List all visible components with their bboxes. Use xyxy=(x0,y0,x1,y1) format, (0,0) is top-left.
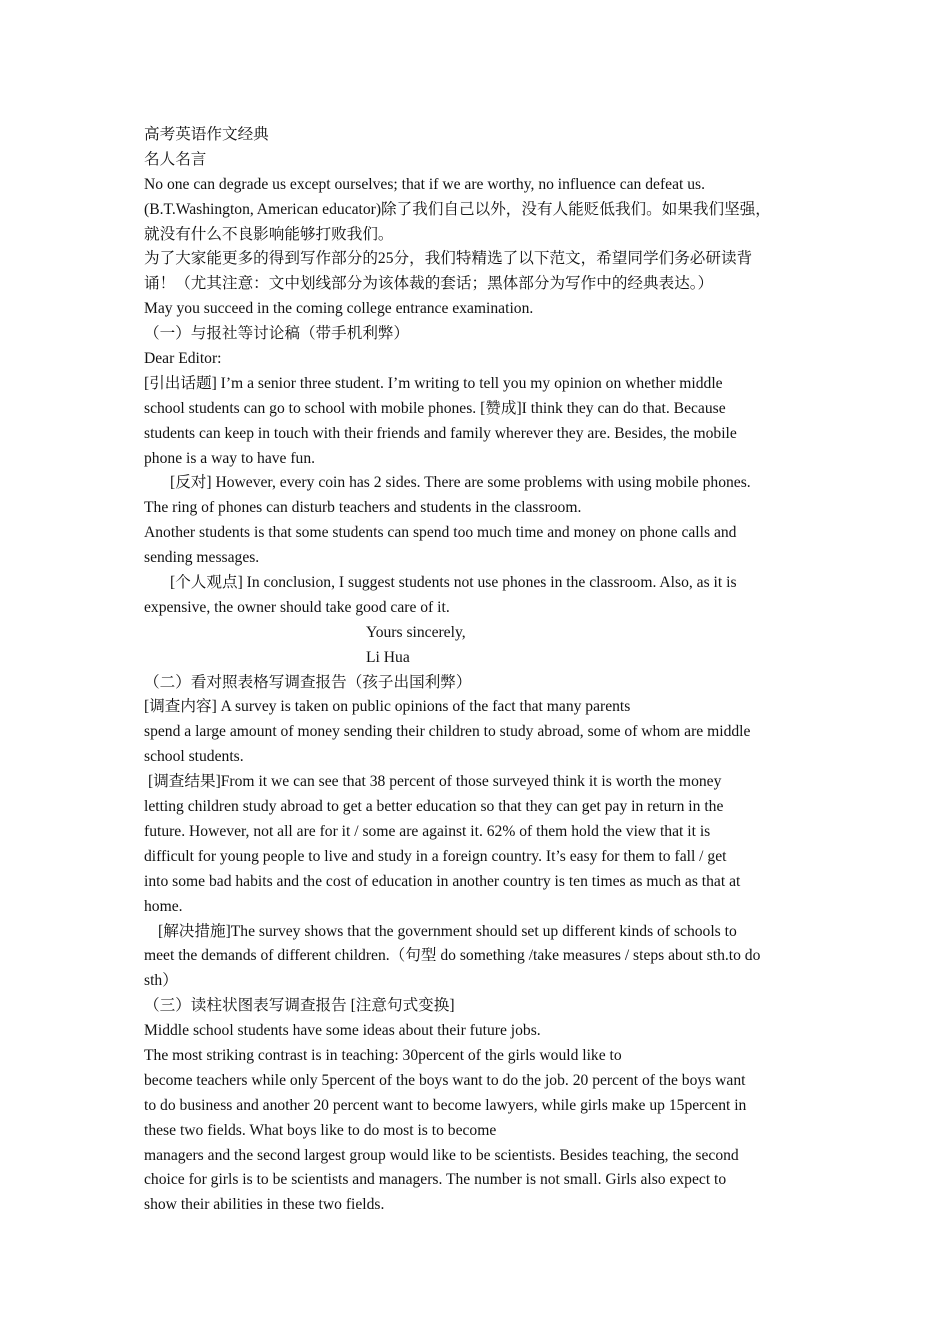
text-line: [调查结果]From it we can see that 38 percent of those surveyed think it is worth the money xyxy=(148,773,722,791)
text-line: spend a large amount of money sending their children to study abroad, some of whom are middle xyxy=(144,723,751,741)
text-line: [反对] However, every coin has 2 sides. There are some problems with using mobile phones. xyxy=(170,474,751,492)
text-line: show their abilities in these two fields. xyxy=(144,1196,385,1214)
letter-signature: Li Hua xyxy=(366,648,410,666)
text-line: into some bad habits and the cost of education in another country is ten times as much as that at xyxy=(144,872,741,890)
text-line: [个人观点] In conclusion, I suggest students not use phones in the classroom. Also, as it is xyxy=(170,574,737,592)
text-line: [引出话题] I’m a senior three student. I’m writing to tell you my opinion on whether middle xyxy=(144,374,723,392)
text-line: (B.T.Washington, American educator)除了我们自己以外，没有人能贬低我们。如果我们坚强， xyxy=(144,200,771,218)
text-line: choice for girls is to be scientists and managers. The number is not small. Girls also expect to xyxy=(144,1171,727,1189)
text-line: Another students is that some students can spend too much time and money on phone calls and xyxy=(144,524,737,542)
text-line: [解决措施]The survey shows that the government should set up different kinds of schools to xyxy=(158,922,737,940)
text-line: expensive, the owner should take good care of it. xyxy=(144,598,450,616)
text-line: to do business and another 20 percent want to become lawyers, while girls make up 15percent in xyxy=(144,1096,747,1114)
text-line: sth） xyxy=(144,972,178,990)
section-heading-1: （一）与报社等讨论稿（带手机利弊） xyxy=(144,325,410,343)
section-heading-quotes: 名人名言 xyxy=(144,150,207,168)
text-line: meet the demands of different children.（句型 do something /take measures / steps about sth.to do xyxy=(144,947,761,965)
text-line: these two fields. What boys like to do most is to become xyxy=(144,1121,497,1139)
text-line: May you succeed in the coming college entrance examination. xyxy=(144,300,534,318)
text-line: sending messages. xyxy=(144,549,260,567)
section-heading-3: （三）读柱状图表写调查报告 [注意句式变换] xyxy=(144,997,455,1015)
text-line: managers and the second largest group would like to be scientists. Besides teaching, the second xyxy=(144,1146,739,1164)
text-line: difficult for young people to live and study in a foreign country. It’s easy for them to fall / get xyxy=(144,847,727,865)
text-line: 诵！（尤其注意：文中划线部分为该体裁的套话；黑体部分为写作中的经典表达。） xyxy=(144,275,714,293)
text-line: become teachers while only 5percent of the boys want to do the job. 20 percent of the boys want xyxy=(144,1071,746,1089)
text-line: students can keep in touch with their friends and family wherever they are. Besides, the mobile xyxy=(144,424,737,442)
text-line: 为了大家能更多的得到写作部分的25分，我们特精选了以下范文，希望同学们务必研读背 xyxy=(144,250,753,268)
text-line: No one can degrade us except ourselves; that if we are worthy, no influence can defeat us. xyxy=(144,175,706,193)
text-line: The most striking contrast is in teaching: 30percent of the girls would like to xyxy=(144,1046,622,1064)
text-line: letting children study abroad to get a better education so that they can get pay in return in the xyxy=(144,798,724,816)
document-title: 高考英语作文经典 xyxy=(144,126,269,143)
text-line: The ring of phones can disturb teachers and students in the classroom. xyxy=(144,499,582,517)
letter-closing: Yours sincerely, xyxy=(366,623,466,641)
document-body xyxy=(144,123,810,1218)
text-line: [调查内容] A survey is taken on public opinions of the fact that many parents xyxy=(144,698,631,716)
text-line: 就没有什么不良影响能够打败我们。 xyxy=(144,225,394,243)
letter-salutation: Dear Editor: xyxy=(144,350,222,368)
text-line: Middle school students have some ideas about their future jobs. xyxy=(144,1022,541,1040)
text-line: home. xyxy=(144,897,183,915)
text-line: school students. xyxy=(144,748,244,766)
text-line: school students can go to school with mobile phones. [赞成]I think they can do that. Because xyxy=(144,399,726,417)
text-line: phone is a way to have fun. xyxy=(144,449,316,467)
text-line: future. However, not all are for it / some are against it. 62% of them hold the view that it is xyxy=(144,822,711,840)
section-heading-2: （二）看对照表格写调查报告（孩子出国利弊） xyxy=(144,673,472,691)
